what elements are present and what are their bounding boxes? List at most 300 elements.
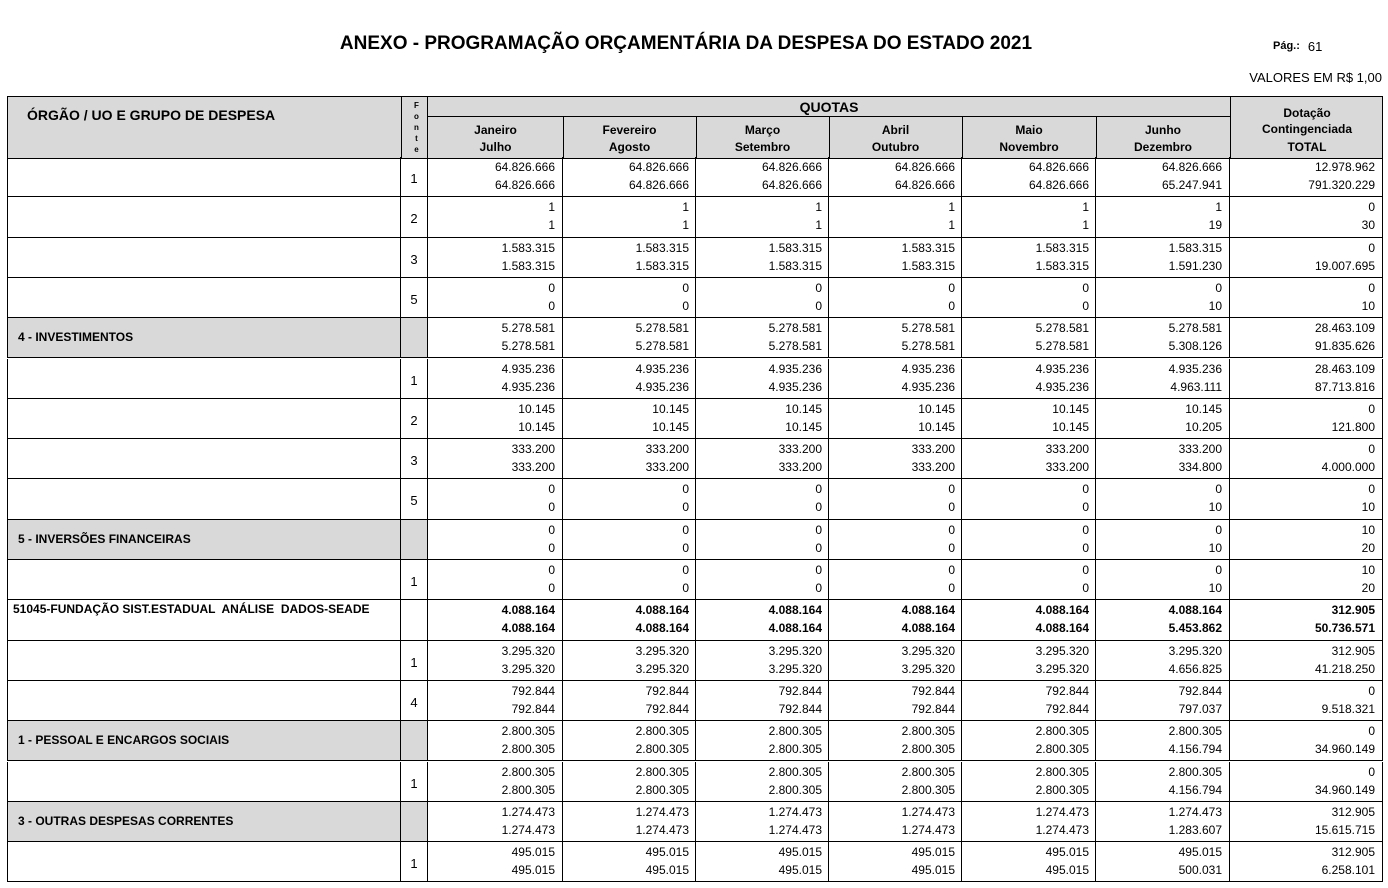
fonte-letter: e bbox=[414, 145, 419, 154]
value-cell: 1 bbox=[548, 200, 555, 215]
fonte-row bbox=[7, 641, 1383, 681]
value-cell: 0 bbox=[815, 280, 822, 295]
value-cell: 2.800.305 bbox=[901, 724, 955, 739]
row-label-cell bbox=[7, 359, 401, 398]
value-cell: 12.978.962 bbox=[1314, 160, 1375, 174]
value-cell: 2.800.305 bbox=[501, 742, 555, 757]
value-cell: 0 bbox=[682, 522, 689, 537]
row-label: 1 - PESSOAL E ENCARGOS SOCIAIS bbox=[18, 733, 230, 748]
row-label: 5 - INVERSÕES FINANCEIRAS bbox=[18, 531, 191, 546]
value-cell: 333.200 bbox=[1045, 442, 1089, 457]
month-header-6: Junho Dezembro bbox=[1133, 123, 1192, 154]
value-cell: 4.935.236 bbox=[901, 361, 955, 376]
value-cell: 64.826.666 bbox=[1028, 178, 1089, 192]
fonte-code: 1 bbox=[410, 856, 418, 872]
value-cell: 0 bbox=[682, 563, 689, 577]
value-cell: 10.145 bbox=[1185, 401, 1222, 416]
fonte-cell bbox=[400, 721, 428, 760]
value-cell: 1.583.315 bbox=[768, 240, 822, 255]
fonte-row bbox=[7, 359, 1383, 399]
value-cell: 333.200 bbox=[911, 460, 955, 475]
value-cell: 0 bbox=[1215, 522, 1222, 537]
value-cell: 1.274.473 bbox=[1035, 822, 1089, 837]
value-cell: 0 bbox=[548, 540, 555, 555]
value-cell: 0 bbox=[682, 482, 689, 497]
value-cell: 5.278.581 bbox=[1035, 339, 1089, 354]
value-cell: 10.145 bbox=[918, 419, 955, 434]
value-cell: 4.088.164 bbox=[1168, 603, 1222, 618]
value-cell: 495.015 bbox=[911, 845, 955, 860]
value-cell: 41.218.250 bbox=[1314, 661, 1375, 676]
group-row bbox=[7, 721, 1383, 761]
value-cell: 0 bbox=[815, 482, 822, 497]
value-cell: 0 bbox=[1215, 280, 1222, 295]
fonte-cell bbox=[400, 842, 428, 881]
value-cell: 0 bbox=[1368, 764, 1375, 779]
value-cell: 2.800.305 bbox=[501, 724, 555, 739]
value-cell: 4.656.825 bbox=[1168, 661, 1222, 676]
value-cell: 0 bbox=[1368, 280, 1375, 295]
fonte-code: 1 bbox=[410, 775, 418, 791]
value-cell: 3.295.320 bbox=[901, 661, 955, 676]
value-cell: 4.935.236 bbox=[501, 379, 555, 394]
value-cell: 20 bbox=[1361, 581, 1375, 595]
org-column-header: ÓRGÃO / UO E GRUPO DE DESPESA bbox=[27, 107, 276, 123]
value-cell: 10 bbox=[1361, 500, 1375, 515]
value-cell: 3.295.320 bbox=[635, 643, 689, 658]
row-label-cell bbox=[7, 479, 401, 518]
value-cell: 792.844 bbox=[1178, 683, 1222, 698]
fonte-code: 3 bbox=[410, 251, 418, 267]
month-header-5: Maio Novembro bbox=[999, 123, 1059, 154]
fonte-cell bbox=[400, 600, 428, 639]
value-cell: 0 bbox=[1082, 482, 1089, 497]
value-cell: 333.200 bbox=[778, 442, 822, 457]
value-cell: 19 bbox=[1208, 218, 1222, 233]
value-cell: 1.583.315 bbox=[1035, 240, 1089, 255]
value-cell: 0 bbox=[548, 500, 555, 515]
value-cell: 5.278.581 bbox=[768, 321, 822, 336]
value-cell: 0 bbox=[548, 280, 555, 295]
value-cell: 2.800.305 bbox=[1035, 782, 1089, 797]
value-cell: 4.088.164 bbox=[1035, 603, 1089, 618]
value-cell: 10 bbox=[1208, 500, 1222, 515]
value-cell: 65.247.941 bbox=[1161, 178, 1222, 192]
value-cell: 0 bbox=[1082, 563, 1089, 577]
month-header-2: Fevereiro Agosto bbox=[602, 123, 657, 154]
value-cell: 64.826.666 bbox=[628, 178, 689, 192]
fonte-row bbox=[7, 238, 1383, 278]
value-cell: 1.274.473 bbox=[501, 804, 555, 819]
value-cell: 15.615.715 bbox=[1314, 822, 1375, 837]
value-cell: 1 bbox=[548, 218, 555, 233]
fonte-cell bbox=[400, 318, 428, 357]
value-cell: 64.826.666 bbox=[1028, 160, 1089, 174]
value-cell: 10 bbox=[1361, 522, 1375, 537]
value-cell: 0 bbox=[815, 540, 822, 555]
value-cell: 1.274.473 bbox=[635, 822, 689, 837]
value-cell: 4.088.164 bbox=[901, 621, 955, 636]
value-cell: 2.800.305 bbox=[901, 782, 955, 797]
fonte-row bbox=[7, 681, 1383, 721]
value-cell: 0 bbox=[1368, 724, 1375, 739]
value-cell: 0 bbox=[548, 482, 555, 497]
fonte-row bbox=[7, 762, 1383, 802]
fonte-code: 5 bbox=[410, 493, 418, 509]
value-cell: 2.800.305 bbox=[1168, 764, 1222, 779]
value-cell: 0 bbox=[948, 563, 955, 577]
dotacao-header: Dotação Contingenciada TOTAL bbox=[1261, 106, 1352, 154]
value-cell: 495.015 bbox=[911, 863, 955, 878]
value-cell: 0 bbox=[682, 540, 689, 555]
value-cell: 495.015 bbox=[645, 863, 689, 878]
value-cell: 792.844 bbox=[645, 683, 689, 698]
fonte-code: 4 bbox=[410, 694, 418, 710]
value-cell: 1.583.315 bbox=[901, 258, 955, 273]
value-cell: 19.007.695 bbox=[1314, 258, 1375, 273]
value-cell: 0 bbox=[682, 581, 689, 595]
value-cell: 1.274.473 bbox=[1168, 804, 1222, 819]
value-cell: 792.844 bbox=[778, 701, 822, 716]
value-cell: 0 bbox=[815, 500, 822, 515]
value-cell: 0 bbox=[1082, 500, 1089, 515]
value-cell: 495.015 bbox=[645, 845, 689, 860]
value-cell: 10 bbox=[1208, 581, 1222, 595]
value-cell: 1.583.315 bbox=[635, 258, 689, 273]
page-number: 61 bbox=[1307, 39, 1323, 54]
quotas-header: QUOTAS bbox=[799, 99, 859, 115]
value-cell: 5.278.581 bbox=[635, 321, 689, 336]
value-cell: 4.935.236 bbox=[635, 361, 689, 376]
group-row bbox=[7, 318, 1383, 358]
value-cell: 5.278.581 bbox=[501, 339, 555, 354]
fonte-cell bbox=[400, 238, 428, 277]
value-cell: 64.826.666 bbox=[494, 160, 555, 174]
value-cell: 4.088.164 bbox=[501, 603, 555, 618]
value-cell: 333.200 bbox=[645, 460, 689, 475]
value-cell: 0 bbox=[815, 522, 822, 537]
value-cell: 5.278.581 bbox=[1168, 321, 1222, 336]
value-cell: 1.274.473 bbox=[501, 822, 555, 837]
value-cell: 495.015 bbox=[778, 845, 822, 860]
value-cell: 64.826.666 bbox=[761, 178, 822, 192]
value-cell: 4.935.236 bbox=[768, 379, 822, 394]
value-cell: 0 bbox=[1368, 401, 1375, 416]
fonte-code: 1 bbox=[410, 372, 418, 388]
value-cell: 10 bbox=[1208, 298, 1222, 313]
value-cell: 2.800.305 bbox=[635, 724, 689, 739]
row-label-cell bbox=[7, 278, 401, 317]
row-label-cell bbox=[7, 197, 401, 236]
value-cell: 0 bbox=[1082, 522, 1089, 537]
value-cell: 3.295.320 bbox=[768, 661, 822, 676]
row-label-cell bbox=[7, 762, 401, 801]
fonte-row bbox=[7, 439, 1383, 479]
value-cell: 0 bbox=[548, 298, 555, 313]
value-cell: 312.905 bbox=[1331, 845, 1375, 860]
value-cell: 1 bbox=[682, 200, 689, 215]
row-label-cell bbox=[7, 721, 401, 760]
row-label: 4 - INVESTIMENTOS bbox=[18, 330, 134, 345]
group-row bbox=[7, 520, 1383, 560]
value-cell: 10.145 bbox=[652, 401, 689, 416]
value-cell: 64.826.666 bbox=[494, 178, 555, 192]
value-cell: 4.156.794 bbox=[1168, 742, 1222, 757]
row-label-cell bbox=[7, 157, 401, 196]
value-cell: 64.826.666 bbox=[1161, 160, 1222, 174]
value-cell: 3.295.320 bbox=[901, 643, 955, 658]
value-cell: 0 bbox=[682, 298, 689, 313]
value-cell: 1.274.473 bbox=[768, 822, 822, 837]
value-cell: 4.088.164 bbox=[901, 603, 955, 618]
value-cell: 3.295.320 bbox=[501, 643, 555, 658]
page-indicator bbox=[1273, 38, 1323, 54]
value-cell: 34.960.149 bbox=[1314, 782, 1375, 797]
value-cell: 0 bbox=[948, 298, 955, 313]
value-cell: 495.015 bbox=[511, 863, 555, 878]
row-label-cell bbox=[7, 520, 401, 559]
value-cell: 2.800.305 bbox=[1035, 764, 1089, 779]
value-cell: 312.905 bbox=[1331, 804, 1375, 819]
fonte-code: 1 bbox=[410, 171, 418, 186]
value-cell: 10.145 bbox=[652, 419, 689, 434]
group-row bbox=[7, 600, 1383, 640]
value-cell: 10.145 bbox=[785, 419, 822, 434]
value-cell: 3.295.320 bbox=[1035, 643, 1089, 658]
fonte-code: 2 bbox=[410, 412, 418, 428]
value-cell: 792.844 bbox=[778, 683, 822, 698]
row-label-cell bbox=[7, 600, 401, 639]
value-cell: 28.463.109 bbox=[1314, 321, 1375, 336]
value-cell: 0 bbox=[548, 563, 555, 577]
value-cell: 312.905 bbox=[1331, 643, 1375, 658]
value-cell: 0 bbox=[948, 500, 955, 515]
value-cell: 1.583.315 bbox=[1168, 240, 1222, 255]
value-cell: 4.963.111 bbox=[1170, 379, 1222, 394]
value-cell: 495.015 bbox=[1045, 863, 1089, 878]
fonte-cell bbox=[400, 641, 428, 680]
value-cell: 10.205 bbox=[1185, 419, 1222, 434]
value-cell: 495.015 bbox=[511, 845, 555, 860]
value-cell: 2.800.305 bbox=[1035, 742, 1089, 757]
value-cell: 0 bbox=[682, 280, 689, 295]
value-cell: 2.800.305 bbox=[768, 782, 822, 797]
fonte-column-header bbox=[408, 100, 425, 155]
report-title: ANEXO - PROGRAMAÇÃO ORÇAMENTÁRIA DA DESPESA DO ESTADO 2021 bbox=[339, 33, 1033, 54]
fonte-cell bbox=[400, 560, 428, 599]
value-cell: 64.826.666 bbox=[628, 160, 689, 174]
value-cell: 0 bbox=[1082, 540, 1089, 555]
value-cell: 1 bbox=[1215, 200, 1222, 215]
value-cell: 1.274.473 bbox=[901, 822, 955, 837]
value-cell: 0 bbox=[1368, 240, 1375, 255]
fonte-cell bbox=[400, 520, 428, 559]
value-cell: 2.800.305 bbox=[501, 764, 555, 779]
value-cell: 10.145 bbox=[518, 401, 555, 416]
value-cell: 333.200 bbox=[1045, 460, 1089, 475]
value-cell: 2.800.305 bbox=[768, 742, 822, 757]
value-cell: 4.935.236 bbox=[901, 379, 955, 394]
value-cell: 3.295.320 bbox=[1168, 643, 1222, 658]
fonte-cell bbox=[400, 439, 428, 478]
row-label-cell bbox=[7, 439, 401, 478]
value-cell: 791.320.229 bbox=[1308, 178, 1375, 192]
value-cell: 3.295.320 bbox=[768, 643, 822, 658]
fonte-row bbox=[7, 278, 1383, 318]
value-cell: 5.278.581 bbox=[635, 339, 689, 354]
group-row bbox=[7, 802, 1383, 842]
value-cell: 1.583.315 bbox=[501, 240, 555, 255]
value-cell: 9.518.321 bbox=[1321, 701, 1375, 716]
value-cell: 1.583.315 bbox=[901, 240, 955, 255]
value-cell: 0 bbox=[948, 482, 955, 497]
fonte-letter: o bbox=[414, 112, 419, 121]
row-label-cell bbox=[7, 560, 401, 599]
value-cell: 5.278.581 bbox=[501, 321, 555, 336]
fonte-row bbox=[7, 157, 1383, 197]
value-cell: 10.145 bbox=[918, 401, 955, 416]
value-cell: 792.844 bbox=[911, 683, 955, 698]
value-cell: 792.844 bbox=[645, 701, 689, 716]
value-cell: 28.463.109 bbox=[1314, 361, 1375, 376]
value-cell: 495.015 bbox=[778, 863, 822, 878]
value-cell: 0 bbox=[815, 563, 822, 577]
value-cell: 10 bbox=[1208, 540, 1222, 555]
value-cell: 4.935.236 bbox=[1168, 361, 1222, 376]
value-cell: 64.826.666 bbox=[894, 160, 955, 174]
value-cell: 1.583.315 bbox=[1035, 258, 1089, 273]
value-cell: 4.088.164 bbox=[635, 603, 689, 618]
value-cell: 495.015 bbox=[1045, 845, 1089, 860]
fonte-row bbox=[7, 197, 1383, 237]
value-cell: 500.031 bbox=[1178, 863, 1222, 878]
value-cell: 20 bbox=[1361, 540, 1375, 555]
value-cell: 792.844 bbox=[511, 683, 555, 698]
currency-note: VALORES EM R$ 1,00 bbox=[1249, 70, 1382, 85]
month-header-1: Janeiro Julho bbox=[474, 123, 517, 154]
value-cell: 0 bbox=[548, 581, 555, 595]
value-cell: 0 bbox=[1368, 200, 1375, 215]
row-label: 51045-FUNDAÇÃO SIST.ESTADUAL ANÁLISE DADOS-SEADE bbox=[13, 602, 370, 617]
value-cell: 91.835.626 bbox=[1314, 339, 1375, 354]
value-cell: 0 bbox=[1368, 482, 1375, 497]
value-cell: 1.274.473 bbox=[1035, 804, 1089, 819]
fonte-row bbox=[7, 560, 1383, 600]
value-cell: 2.800.305 bbox=[768, 764, 822, 779]
value-cell: 333.200 bbox=[911, 442, 955, 457]
fonte-code: 2 bbox=[410, 211, 418, 227]
fonte-row bbox=[7, 479, 1383, 519]
value-cell: 0 bbox=[1368, 683, 1375, 698]
value-cell: 0 bbox=[948, 581, 955, 595]
value-cell: 64.826.666 bbox=[761, 160, 822, 174]
value-cell: 1.591.230 bbox=[1168, 258, 1222, 273]
value-cell: 0 bbox=[1215, 563, 1222, 577]
value-cell: 333.200 bbox=[645, 442, 689, 457]
row-label-cell bbox=[7, 399, 401, 438]
value-cell: 4.935.236 bbox=[635, 379, 689, 394]
fonte-code: 5 bbox=[410, 291, 418, 307]
value-cell: 333.200 bbox=[778, 460, 822, 475]
value-cell: 2.800.305 bbox=[1168, 724, 1222, 739]
value-cell: 1.583.315 bbox=[501, 258, 555, 273]
value-cell: 0 bbox=[1082, 581, 1089, 595]
value-cell: 333.200 bbox=[511, 442, 555, 457]
value-cell: 4.935.236 bbox=[501, 361, 555, 376]
value-cell: 1 bbox=[1082, 218, 1089, 233]
row-label: 3 - OUTRAS DESPESAS CORRENTES bbox=[18, 813, 234, 828]
value-cell: 0 bbox=[815, 581, 822, 595]
value-cell: 495.015 bbox=[1178, 845, 1222, 860]
row-label-cell bbox=[7, 842, 401, 881]
value-cell: 10.145 bbox=[785, 401, 822, 416]
fonte-code: 1 bbox=[410, 574, 418, 589]
fonte-cell bbox=[400, 359, 428, 398]
value-cell: 64.826.666 bbox=[894, 178, 955, 192]
value-cell: 10 bbox=[1361, 298, 1375, 313]
value-cell: 3.295.320 bbox=[501, 661, 555, 676]
value-cell: 0 bbox=[1215, 482, 1222, 497]
value-cell: 2.800.305 bbox=[635, 782, 689, 797]
value-cell: 1 bbox=[948, 200, 955, 215]
value-cell: 2.800.305 bbox=[901, 764, 955, 779]
value-cell: 1 bbox=[815, 218, 822, 233]
value-cell: 10 bbox=[1361, 563, 1375, 577]
value-cell: 5.278.581 bbox=[1035, 321, 1089, 336]
fonte-cell bbox=[400, 479, 428, 518]
month-header-3: Março Setembro bbox=[734, 123, 791, 154]
value-cell: 87.713.816 bbox=[1314, 379, 1375, 394]
value-cell: 312.905 bbox=[1331, 603, 1375, 618]
value-cell: 2.800.305 bbox=[901, 742, 955, 757]
value-cell: 792.844 bbox=[511, 701, 555, 716]
value-cell: 333.200 bbox=[1178, 442, 1222, 457]
value-cell: 0 bbox=[815, 298, 822, 313]
value-cell: 792.844 bbox=[1045, 683, 1089, 698]
value-cell: 2.800.305 bbox=[635, 764, 689, 779]
value-cell: 1 bbox=[1082, 200, 1089, 215]
value-cell: 4.000.000 bbox=[1321, 460, 1375, 475]
value-cell: 1.274.473 bbox=[901, 804, 955, 819]
value-cell: 334.800 bbox=[1178, 460, 1222, 475]
value-cell: 4.088.164 bbox=[768, 603, 822, 618]
value-cell: 792.844 bbox=[911, 701, 955, 716]
value-cell: 1 bbox=[682, 218, 689, 233]
fonte-row bbox=[7, 399, 1383, 439]
value-cell: 10.145 bbox=[1052, 419, 1089, 434]
fonte-cell bbox=[400, 399, 428, 438]
value-cell: 0 bbox=[548, 522, 555, 537]
value-cell: 5.278.581 bbox=[901, 321, 955, 336]
value-cell: 1 bbox=[948, 218, 955, 233]
value-cell: 3.295.320 bbox=[635, 661, 689, 676]
value-cell: 2.800.305 bbox=[1035, 724, 1089, 739]
value-cell: 4.088.164 bbox=[768, 621, 822, 636]
value-cell: 5.278.581 bbox=[768, 339, 822, 354]
table-header bbox=[7, 96, 1383, 159]
value-cell: 2.800.305 bbox=[501, 782, 555, 797]
value-cell: 1.274.473 bbox=[635, 804, 689, 819]
value-cell: 0 bbox=[948, 540, 955, 555]
value-cell: 5.308.126 bbox=[1168, 339, 1222, 354]
fonte-letter: F bbox=[414, 101, 419, 110]
row-label-cell bbox=[7, 318, 401, 357]
row-label-cell bbox=[7, 641, 401, 680]
value-cell: 121.800 bbox=[1331, 419, 1375, 434]
fonte-row bbox=[7, 842, 1383, 882]
value-cell: 30 bbox=[1361, 218, 1375, 233]
fonte-code: 3 bbox=[410, 453, 418, 469]
